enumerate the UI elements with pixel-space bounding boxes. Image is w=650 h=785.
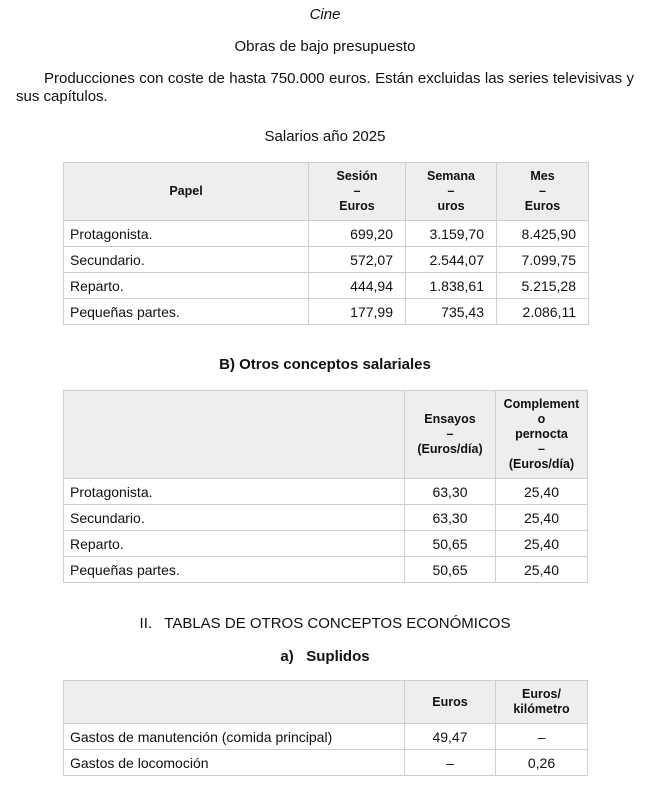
cell: – bbox=[405, 750, 496, 776]
col-header: Mes – Euros bbox=[497, 163, 589, 221]
col-header: Ensayos – (Euros/día) bbox=[405, 391, 496, 479]
cell: 5.215,28 bbox=[497, 273, 589, 299]
cell: 177,99 bbox=[309, 299, 406, 325]
table-row bbox=[64, 247, 589, 273]
cell: 2.544,07 bbox=[406, 247, 497, 273]
table-row bbox=[64, 273, 589, 299]
cell: 63,30 bbox=[405, 505, 496, 531]
cell: 50,65 bbox=[405, 557, 496, 583]
cell: Gastos de manutención (comida principal) bbox=[64, 724, 405, 750]
col-header bbox=[64, 391, 405, 479]
cell: 25,40 bbox=[496, 531, 588, 557]
cell: Protagonista. bbox=[64, 479, 405, 505]
col-header: Semana – uros bbox=[406, 163, 497, 221]
table-row bbox=[64, 750, 588, 776]
table-row bbox=[64, 531, 588, 557]
other-concepts-table bbox=[63, 390, 588, 583]
cell: 1.838,61 bbox=[406, 273, 497, 299]
cell: 49,47 bbox=[405, 724, 496, 750]
cell: 25,40 bbox=[496, 479, 588, 505]
col-header: Euros/ kilómetro bbox=[496, 681, 588, 724]
cell: Reparto. bbox=[64, 531, 405, 557]
table-row bbox=[64, 221, 589, 247]
cell: Secundario. bbox=[64, 505, 405, 531]
cell: 735,43 bbox=[406, 299, 497, 325]
cell: Pequeñas partes. bbox=[64, 299, 309, 325]
table3-title: a) Suplidos bbox=[280, 648, 370, 665]
col-header: Euros bbox=[405, 681, 496, 724]
table-row bbox=[64, 505, 588, 531]
table-row bbox=[64, 724, 588, 750]
cell: 25,40 bbox=[496, 557, 588, 583]
col-header: Complement o pernocta – (Euros/día) bbox=[496, 391, 588, 479]
cell: 2.086,11 bbox=[497, 299, 589, 325]
cell: 699,20 bbox=[309, 221, 406, 247]
cell: 3.159,70 bbox=[406, 221, 497, 247]
cell: 444,94 bbox=[309, 273, 406, 299]
cell: 63,30 bbox=[405, 479, 496, 505]
cell: 25,40 bbox=[496, 505, 588, 531]
col-header: Papel bbox=[64, 163, 309, 221]
table-row bbox=[64, 479, 588, 505]
cell: Pequeñas partes. bbox=[64, 557, 405, 583]
table1-title: Salarios año 2025 bbox=[264, 128, 386, 145]
cell: 50,65 bbox=[405, 531, 496, 557]
cell: 572,07 bbox=[309, 247, 406, 273]
cell: Protagonista. bbox=[64, 221, 309, 247]
table-row bbox=[64, 557, 588, 583]
intro-paragraph: Producciones con coste de hasta 750.000 euros. Están excluidas las series televisivas y sus capítulos. bbox=[16, 70, 634, 105]
subtitle: Obras de bajo presupuesto bbox=[234, 38, 416, 55]
cell: 8.425,90 bbox=[497, 221, 589, 247]
cell: Reparto. bbox=[64, 273, 309, 299]
cell: Gastos de locomoción bbox=[64, 750, 405, 776]
table2-title: B) Otros conceptos salariales bbox=[219, 356, 431, 373]
section2-heading: II. TABLAS DE OTROS CONCEPTOS ECONÓMICOS bbox=[139, 615, 511, 632]
cell: Secundario. bbox=[64, 247, 309, 273]
col-header bbox=[64, 681, 405, 724]
table-row bbox=[64, 299, 589, 325]
cell: 7.099,75 bbox=[497, 247, 589, 273]
cell: – bbox=[496, 724, 588, 750]
section-heading: Cine bbox=[309, 6, 341, 23]
col-header: Sesión – Euros bbox=[309, 163, 406, 221]
suplidos-table bbox=[63, 680, 588, 776]
cell: 0,26 bbox=[496, 750, 588, 776]
salary-table bbox=[63, 162, 589, 325]
